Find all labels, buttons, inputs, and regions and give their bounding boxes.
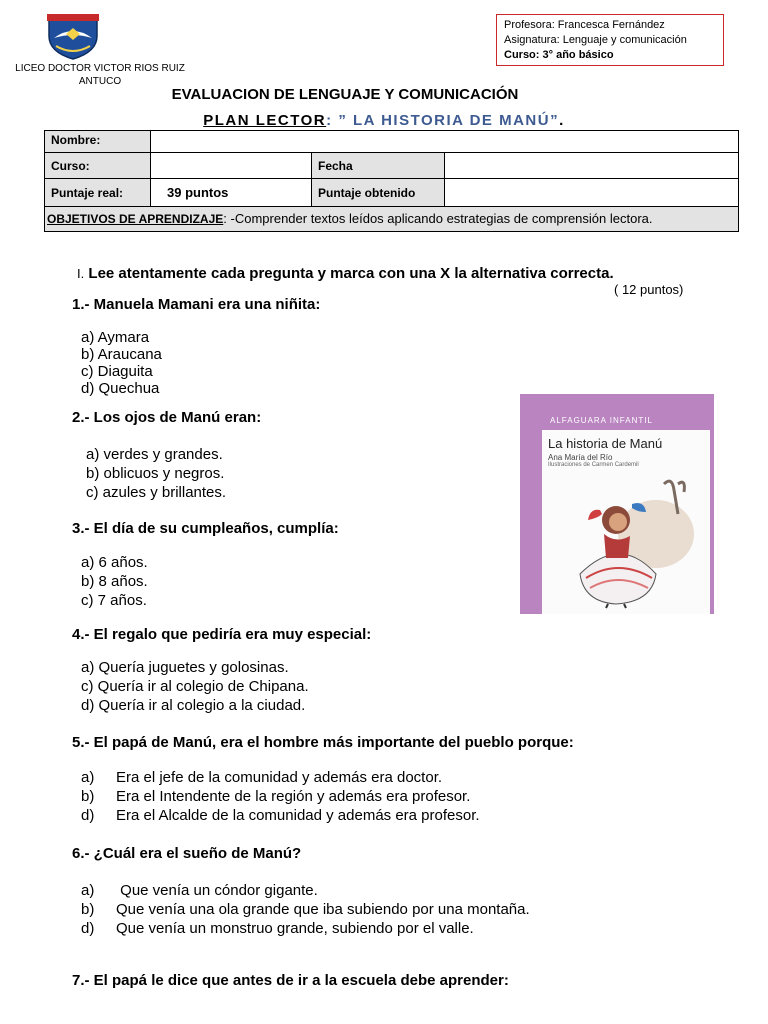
- obtained-field[interactable]: [445, 179, 739, 207]
- school-crest-icon: [44, 12, 102, 60]
- book-cover-illustrator: Ilustraciones de Carmen Cardemil: [548, 462, 639, 468]
- subject-line: Asignatura: Lenguaje y comunicación: [504, 34, 687, 46]
- teacher-info-box: [496, 14, 724, 66]
- q4-option-c[interactable]: c) Quería ir al colegio de Chipana.: [81, 678, 309, 695]
- plan-lector-heading: [0, 112, 768, 129]
- section-text: Lee atentamente cada pregunta y marca con una X la alternativa correcta.: [84, 265, 614, 282]
- score-label: Puntaje real:: [45, 179, 151, 207]
- book-cover-image: [520, 394, 714, 614]
- q6-option-b[interactable]: [81, 900, 530, 919]
- date-field[interactable]: [445, 153, 739, 179]
- q6-option-d[interactable]: [81, 919, 530, 938]
- name-label: Nombre:: [45, 131, 151, 153]
- section-number: I.: [77, 266, 85, 281]
- q6-option-b-letter: b): [81, 901, 95, 918]
- q3-option-c[interactable]: c) 7 años.: [81, 592, 147, 609]
- q6-option-d-text: Que venía un monstruo grande, subiendo por el valle.: [116, 920, 474, 937]
- plan-end: .: [559, 112, 565, 129]
- q1-option-c[interactable]: c) Diaguita: [81, 363, 153, 380]
- section-instruction: [77, 265, 614, 282]
- q6-option-a-letter: a): [81, 882, 95, 899]
- q2-option-b[interactable]: b) oblicuos y negros.: [86, 465, 225, 482]
- course-field-label: Curso:: [45, 153, 151, 179]
- q1-option-b[interactable]: b) Araucana: [81, 346, 162, 363]
- school-name-line1: LICEO DOCTOR VICTOR RIOS RUIZ: [15, 63, 185, 74]
- section-points: ( 12 puntos): [614, 282, 684, 297]
- question-4: 4.- El regalo que pediría era muy especial:: [72, 626, 372, 643]
- book-brand: ALFAGUARA INFANTIL: [550, 416, 653, 425]
- course-value: 3° año básico: [539, 49, 614, 61]
- q5-option-b[interactable]: [81, 787, 480, 806]
- q5-option-d-letter: d): [81, 807, 95, 824]
- obtained-label: Puntaje obtenido: [312, 179, 445, 207]
- q5-option-b-text: Era el Intendente de la región y además era profesor.: [116, 788, 471, 805]
- objectives-colon: :: [223, 211, 227, 226]
- q3-option-a[interactable]: a) 6 años.: [81, 554, 148, 571]
- score-value: 39 puntos: [151, 179, 312, 207]
- question-2-options: [86, 445, 226, 502]
- q6-option-d-letter: d): [81, 920, 95, 937]
- q5-option-d[interactable]: [81, 806, 480, 825]
- girl-with-llama-illustration: [560, 474, 706, 610]
- question-5-options: [81, 768, 480, 825]
- objectives-label: OBJETIVOS DE APRENDIZAJE: [47, 212, 224, 226]
- q6-option-a[interactable]: [81, 881, 530, 900]
- question-6-options: [81, 881, 530, 938]
- q2-option-c[interactable]: c) azules y brillantes.: [86, 484, 227, 501]
- question-2: 2.- Los ojos de Manú eran:: [72, 409, 262, 426]
- school-name: [10, 62, 190, 88]
- q1-option-a[interactable]: a) Aymara: [81, 329, 150, 346]
- q4-option-d[interactable]: d) Quería ir al colegio a la ciudad.: [81, 697, 306, 714]
- course-label: Curso:: [504, 49, 540, 61]
- question-3: 3.- El día de su cumpleaños, cumplía:: [72, 520, 339, 537]
- plan-label: PLAN LECTOR: [203, 112, 327, 129]
- q6-option-b-text: Que venía una ola grande que iba subiendo por una montaña.: [116, 901, 530, 918]
- q4-option-a[interactable]: a) Quería juguetes y golosinas.: [81, 659, 289, 676]
- book-cover-panel: [542, 430, 710, 614]
- objectives-cell: [45, 207, 739, 232]
- question-1: 1.- Manuela Mamani era una niñita:: [72, 296, 321, 313]
- book-cover-author: Ana María del Río: [548, 453, 613, 462]
- q5-option-b-letter: b): [81, 788, 95, 805]
- q5-option-a-text: Era el jefe de la comunidad y además era doctor.: [116, 769, 443, 786]
- question-3-options: [81, 553, 148, 610]
- q6-option-a-text: Que venía un cóndor gigante.: [116, 882, 318, 899]
- book-cover-title: La historia de Manú: [548, 436, 663, 451]
- question-4-options: [81, 658, 309, 715]
- course-line: [504, 48, 716, 63]
- school-name-line2: ANTUCO: [78, 76, 122, 87]
- plan-separator: :: [326, 112, 339, 129]
- q5-option-a-letter: a): [81, 769, 95, 786]
- student-header-table: [44, 130, 739, 232]
- question-1-options: [81, 328, 162, 398]
- objectives-text: -Comprender textos leídos aplicando estrategias de comprensión lectora.: [226, 211, 653, 226]
- question-7: 7.- El papá le dice que antes de ir a la escuela debe aprender:: [72, 972, 509, 989]
- teacher-line: Profesora: Francesca Fernández: [504, 19, 665, 31]
- q1-option-d[interactable]: d) Quechua: [81, 380, 160, 397]
- q2-option-a[interactable]: a) verdes y grandes.: [86, 446, 223, 463]
- course-field[interactable]: [151, 153, 312, 179]
- name-field[interactable]: [151, 131, 739, 153]
- q3-option-b[interactable]: b) 8 años.: [81, 573, 148, 590]
- question-6: 6.- ¿Cuál era el sueño de Manú?: [72, 845, 302, 862]
- question-5: 5.- El papá de Manú, era el hombre más importante del pueblo porque:: [72, 734, 574, 751]
- exam-title: EVALUACION DE LENGUAJE Y COMUNICACIÓN: [171, 86, 519, 103]
- q5-option-d-text: Era el Alcalde de la comunidad y además era profesor.: [116, 807, 480, 824]
- date-label: Fecha: [312, 153, 445, 179]
- q5-option-a[interactable]: [81, 768, 480, 787]
- plan-book-title: ” LA HISTORIA DE MANÚ”: [338, 112, 560, 129]
